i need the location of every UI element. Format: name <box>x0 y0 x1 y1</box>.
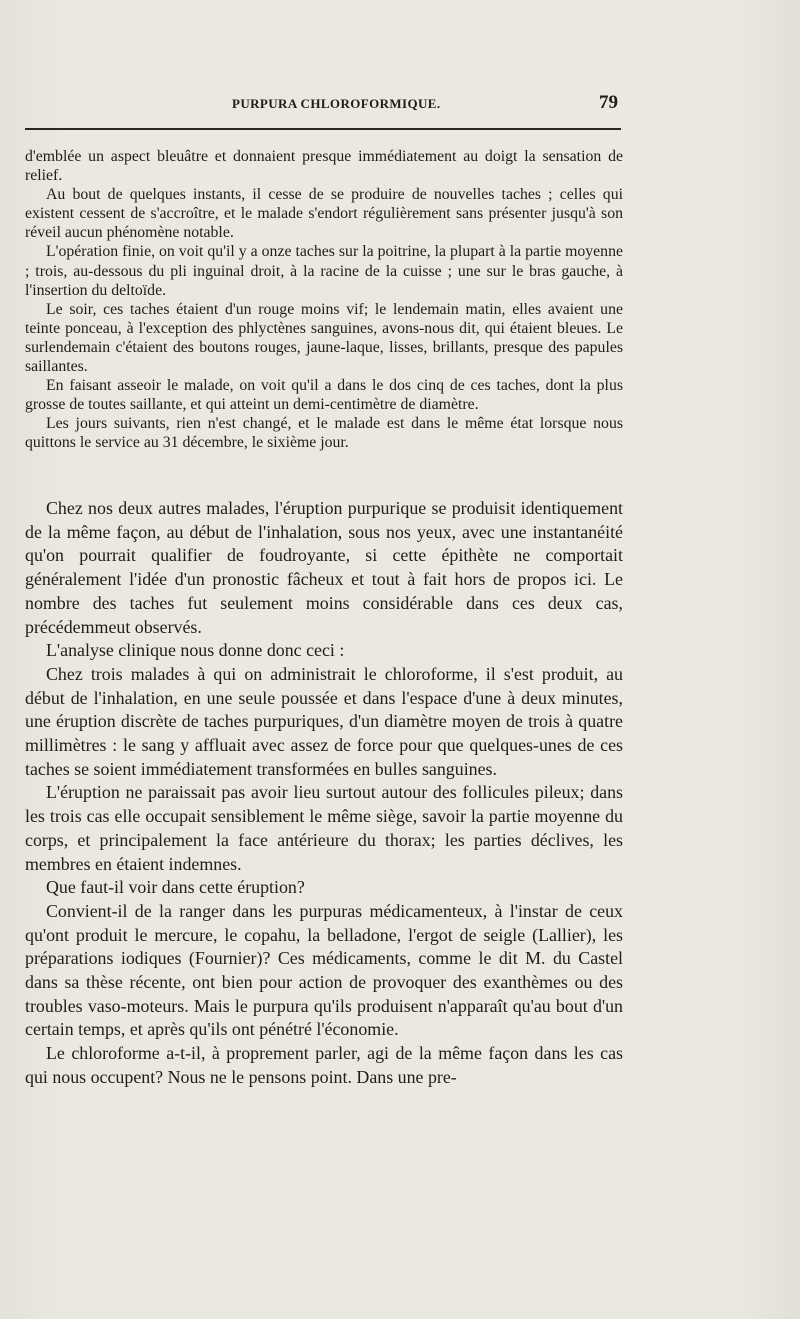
paragraph: Les jours suivants, rien n'est changé, et le malade est dans le même état lorsque nous quittons le service au 31 décembre, le sixième jour. <box>25 415 623 452</box>
paragraph: Au bout de quelques instants, il cesse de se produire de nouvelles taches ; celles qui existent cessent de s'accroître, et le malade s'endort régulièrement sans présenter jusqu'à son réveil aucun phénomène notable. <box>25 186 623 242</box>
paragraph: L'opération finie, on voit qu'il y a onze taches sur la poitrine, la plupart à la partie moyenne ; trois, au-dessous du pli inguinal droit, à la racine de la cuisse ; une sur le bras gauche, à l'insertion du deltoïde. <box>25 243 623 299</box>
paragraph: Chez trois malades à qui on administrait le chloroforme, il s'est produit, au début de l'inhalation, en une seule poussée et dans l'espace d'une à deux minutes, une éruption discrète de taches purpuriques, d'un diamètre moyen de trois à quatre millimètres : le sang y affluait avec assez de force pour que quelques-unes de ces taches se soient immédiatement transformées en bulles sanguines. <box>25 663 623 779</box>
header-rule <box>25 128 621 130</box>
paragraph: Que faut-il voir dans cette éruption? <box>46 877 305 898</box>
body-text-block <box>25 497 623 1090</box>
paragraph: d'emblée un aspect bleuâtre et donnaient presque immédiatement au doigt la sensation de relief. <box>25 148 623 185</box>
paragraph: Le chloroforme a-t-il, à proprement parler, agi de la même façon dans les cas qui nous occupent? Nous ne le pensons point. Dans une pre- <box>25 1043 623 1087</box>
paragraph: Convient-il de la ranger dans les purpuras médicamenteux, à l'instar de ceux qu'ont produit le mercure, le copahu, la belladone, l'ergot de seigle (Lallier), les préparations iodiques (Fournier)? Ces médicaments, comme le dit M. du Castel dans sa thèse récente, ont bien pour action de provoquer des exanthèmes ou des troubles vaso-moteurs. Mais le purpura qu'ils produisent n'apparaît qu'au bout d'un certain temps, et après qu'ils ont pénétré l'économie. <box>25 900 623 1040</box>
observation-text-block <box>25 147 623 453</box>
running-title: PURPURA CHLOROFORMIQUE. <box>232 96 441 111</box>
paragraph: L'analyse clinique nous donne donc ceci : <box>46 640 345 661</box>
paragraph: En faisant asseoir le malade, on voit qu'il a dans le dos cinq de ces taches, dont la plus grosse de toutes saillante, et qui atteint un demi-centimètre de diamètre. <box>25 377 623 414</box>
paragraph: L'éruption ne paraissait pas avoir lieu surtout autour des follicules pileux; dans les trois cas elle occupait sensiblement le même siège, savoir la partie moyenne du corps, et principalement la face antérieure du thorax; les parties déclives, les membres en étaient indemnes. <box>25 782 623 874</box>
paragraph: Le soir, ces taches étaient d'un rouge moins vif; le lendemain matin, elles avaient une teinte ponceau, à l'exception des phlyctènes sanguines, avons-nous dit, qui étaient bleues. Le surlendemain c'étaient des boutons rouges, jaune-laque, lisses, brillants, presque des papules saillantes. <box>25 300 623 376</box>
paragraph: Chez nos deux autres malades, l'éruption purpurique se produisit identiquement de la même façon, au début de l'inhalation, sous nos yeux, avec une instantanéité qu'on pourrait qualifier de foudroyante, si cette épithète ne comportait généralement l'idée d'un pronostic fâcheux et tout à fait hors de propos ici. Le nombre des taches fut seulement moins considérable dans ces deux cas, précédemmeut observés. <box>25 498 623 637</box>
page-header <box>24 92 624 122</box>
page-number: 79 <box>599 92 618 113</box>
